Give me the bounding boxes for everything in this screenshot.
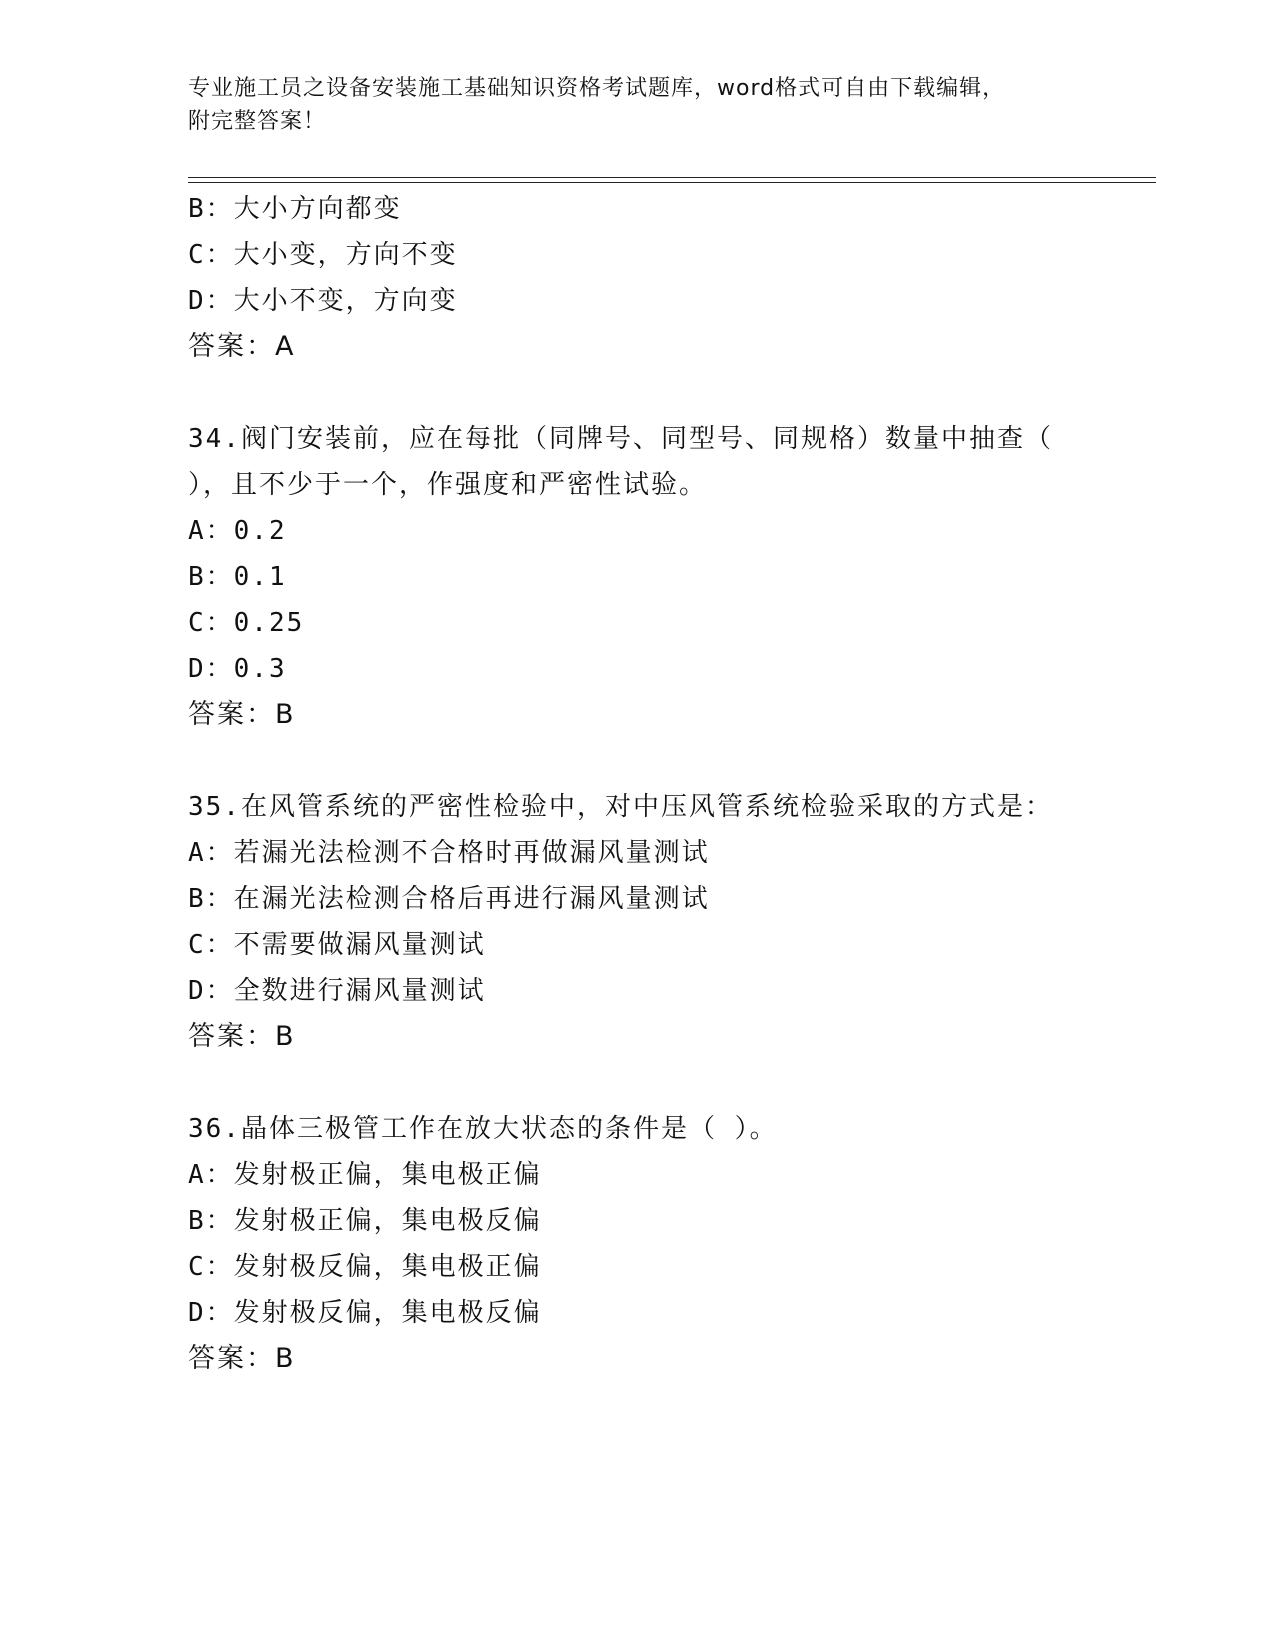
- answer-line: 答案：A: [188, 331, 296, 362]
- answer-line: 答案：B: [188, 699, 296, 730]
- question-stem: [188, 416, 1078, 508]
- question-36: [188, 1106, 1088, 1382]
- spacer: [188, 1060, 1088, 1106]
- header-divider-bottom: [188, 182, 1156, 183]
- question-stem-line: 34.阀门安装前，应在每批（同牌号、同型号、同规格）数量中抽查（: [188, 424, 1053, 454]
- option-d: D：全数进行漏风量测试: [188, 976, 486, 1006]
- question-35: [188, 784, 1088, 1060]
- question-list: [188, 186, 1088, 1382]
- question-stem-line: 35.在风管系统的严密性检验中，对中压风管系统检验采取的方式是：: [188, 792, 1053, 822]
- header-line-2: 附完整答案！: [188, 109, 327, 134]
- option-a: A：0.2: [188, 516, 287, 546]
- answer-line: 答案：B: [188, 1343, 296, 1374]
- question-stem: [188, 1106, 1078, 1152]
- spacer: [188, 370, 1088, 416]
- option-b: B：0.1: [188, 562, 287, 592]
- answer-line: 答案：B: [188, 1021, 296, 1052]
- option-a: A：发射极正偏，集电极正偏: [188, 1160, 542, 1190]
- option-b: B：在漏光法检测合格后再进行漏风量测试: [188, 884, 710, 914]
- option-c: C：大小变，方向不变: [188, 240, 458, 270]
- header-line-1: 专业施工员之设备安装施工基础知识资格考试题库，word格式可自由下载编辑，: [188, 76, 1006, 101]
- question-stem-line: 36.晶体三极管工作在放大状态的条件是（ ）。: [188, 1114, 778, 1144]
- option-d: D：0.3: [188, 654, 287, 684]
- option-a: A：若漏光法检测不合格时再做漏风量测试: [188, 838, 710, 868]
- question-33-continued: [188, 186, 1088, 370]
- option-b: B：大小方向都变: [188, 194, 402, 224]
- question-stem-line: ），且不少于一个，作强度和严密性试验。: [188, 470, 708, 500]
- spacer: [188, 738, 1088, 784]
- option-c: C：0.25: [188, 608, 305, 638]
- option-c: C：发射极反偏，集电极正偏: [188, 1252, 542, 1282]
- question-34: [188, 416, 1088, 738]
- option-d: D：大小不变，方向变: [188, 286, 458, 316]
- option-b: B：发射极正偏，集电极反偏: [188, 1206, 542, 1236]
- option-c: C：不需要做漏风量测试: [188, 930, 486, 960]
- document-header: [188, 72, 1088, 138]
- question-stem: [188, 784, 1078, 830]
- option-d: D：发射极反偏，集电极反偏: [188, 1298, 542, 1328]
- header-divider-top: [188, 177, 1156, 178]
